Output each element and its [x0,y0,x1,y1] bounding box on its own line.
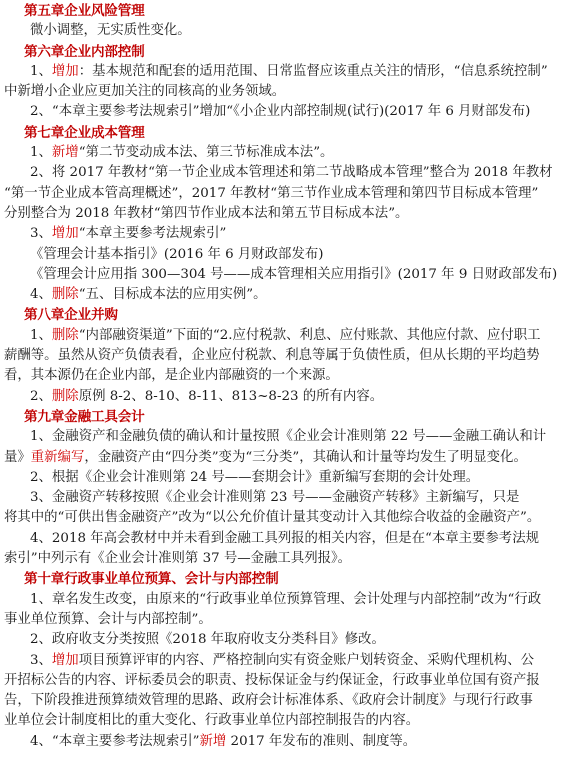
item-text: 2017 年发布的准则、制度等。 [226,733,417,749]
chapter-10-item-3-cont-2: 告，下阶段推进预算绩效管理的思路、政府会计标准体系、《政府会计制度》与现行行政事 [4,693,533,709]
item-text: ：基本规范和配套的适用范围、日常监督应该重点关注的情形，“信息系统控制” [78,63,548,79]
chapter-10-item-1-cont: 事业单位预算、会计与内部控制”。 [4,611,212,627]
chapter-10-item-3-cont-1: 开招标公告的内容、评标委员会的职责、投标保证金与约保证金，行政事业单位国有资产报 [4,672,540,688]
item-text: 量》 [4,449,31,465]
item-text: 4、“本章主要参考法规索引” [30,733,200,749]
chapter-8-item-1 [4,326,560,346]
chapter-7-item-4 [4,285,560,305]
item-text: ，金融资产由“四分类”变为“三分类”，其确认和计量等均发生了明显变化。 [84,449,527,465]
chapter-8-item-1-cont-2: 看，其本源仍在企业内部，是企业内部融资的一个来源。 [4,368,339,384]
chapter-10-item-3 [4,651,560,671]
chapter-9-item-4: 4、2018 年高会教材中并未看到金融工具列报的相关内容，但是在“本章主要参考法规 [30,530,539,546]
chapter-5-title: 第五章企业风险管理 [24,3,145,19]
item-text: 原例 8-2、8-10、8-11、813~8-23 的所有内容。 [78,388,384,404]
chapter-6-item-1 [4,62,560,82]
item-number: 1、 [30,145,52,161]
item-number: 1、 [30,63,52,79]
chapter-9-title: 第九章金融工具会计 [24,408,145,425]
change-tag-add: 增加 [51,652,79,668]
chapter-6-title: 第六章企业内部控制 [24,43,145,60]
chapter-10-title: 第十章行政事业单位预算、会计与内部控制 [24,571,279,588]
chapter-9-item-4-cont: 索引”中列示有《企业会计准则第 37 号—金融工具列报》。 [4,551,352,567]
chapter-8-item-1-cont-1: 薪酬等。虽然从资产负债表看，企业应付税款、利息等属于负债性质，但从长期的平均趋势 [4,348,540,364]
item-number: 1、 [30,327,52,343]
chapter-7-title: 第七章企业成本管理 [24,124,145,141]
change-tag-new: 新增 [51,145,79,161]
change-tag-delete: 删除 [51,388,79,404]
item-text: “第二节变动成本法、第三节标准成本法”。 [78,145,334,161]
item-text: “五、目标成本法的应用实例”。 [78,287,267,303]
change-tag-delete: 删除 [51,327,79,343]
chapter-10-item-3-cont-3: 业单位会计制度相比的重大变化、行政事业单位内部控制报告的内容。 [4,713,420,729]
chapter-8-title: 第八章企业并购 [24,307,118,324]
change-tag-add: 增加 [51,63,79,79]
chapter-7-item-3-ref-2: 《管理会计应用指 300—304 号——成本管理相关应用指引》(2017 年 9 日财政部发布) [30,266,558,282]
chapter-5-item-1: 微小调整，无实质性变化。 [30,23,191,39]
change-tag-delete: 删除 [51,287,79,303]
item-text: “内部融资渠道”下面的“2.应付税款、利息、应付账款、其他应付款、应付职工 [78,327,541,343]
chapter-9-item-3: 3、金融资产转移按照《企业会计准则第 23 号——金融资产转移》主新编写，只是 [30,490,520,506]
item-number: 4、 [30,287,52,303]
chapter-9-item-2: 2、根据《企业会计准则第 24 号——套期会计》重新编写套期的会计处理。 [30,469,480,485]
chapter-10-item-1: 1、章名发生改变，由原来的“行政事业单位预算管理、会计处理与内部控制”改为“行政 [30,591,542,607]
chapter-9-item-1: 1、金融资产和金融负债的确认和计量按照《企业会计准则第 22 号——金融工确认和计 [30,429,547,445]
item-number: 3、 [30,652,52,668]
change-tag-rewrite: 重新编写 [30,449,85,465]
item-number: 3、 [30,226,52,242]
chapter-10-item-2: 2、政府收支分类按照《2018 年取府收支分类科目》修改。 [30,632,385,648]
chapter-7-item-3 [4,224,560,244]
change-tag-add: 增加 [51,226,79,242]
change-tag-new: 新增 [199,733,227,749]
item-text: 项目预算评审的内容、严格控制向实有资金账户划转资金、采购代理机构、公 [78,652,534,668]
chapter-9-item-3-cont: 将其中的“可供出售金融资产”改为“以公允价值计量其变动计入其他综合收益的金融资产”。 [4,510,541,526]
item-number: 2、 [30,388,52,404]
chapter-7-item-2: 2、将 2017 年教材“第一节企业成本管理述和第二节战略成本管理”整合为 2018 年教材 [30,165,553,181]
chapter-6-item-1-cont: 中新增小企业应更加关注的同核高的业务领域。 [4,84,286,100]
chapter-7-item-3-ref-1: 《管理会计基本指引》(2016 年 6 月财政部发布) [30,246,324,262]
item-text: “本章主要参考法规索引” [78,226,227,242]
chapter-8-item-2 [4,387,560,407]
chapter-7-item-2-cont-2: 分别整合为 2018 年教材“第四节作业成本法和第五节目标成本法”。 [4,205,409,221]
chapter-10-item-4 [4,732,560,752]
chapter-6-item-2: 2、“本章主要参考法规索引”增加“《小企业内部控制规(试行)(2017 年 6 月财部发布) [30,104,531,120]
chapter-9-item-1-cont [4,448,560,468]
chapter-7-item-1 [4,143,560,163]
chapter-7-item-2-cont-1: “第一节企业成本管高理概述”，2017 年教材“第三节作业成本管理和第四节目标成本管理” [4,185,539,201]
